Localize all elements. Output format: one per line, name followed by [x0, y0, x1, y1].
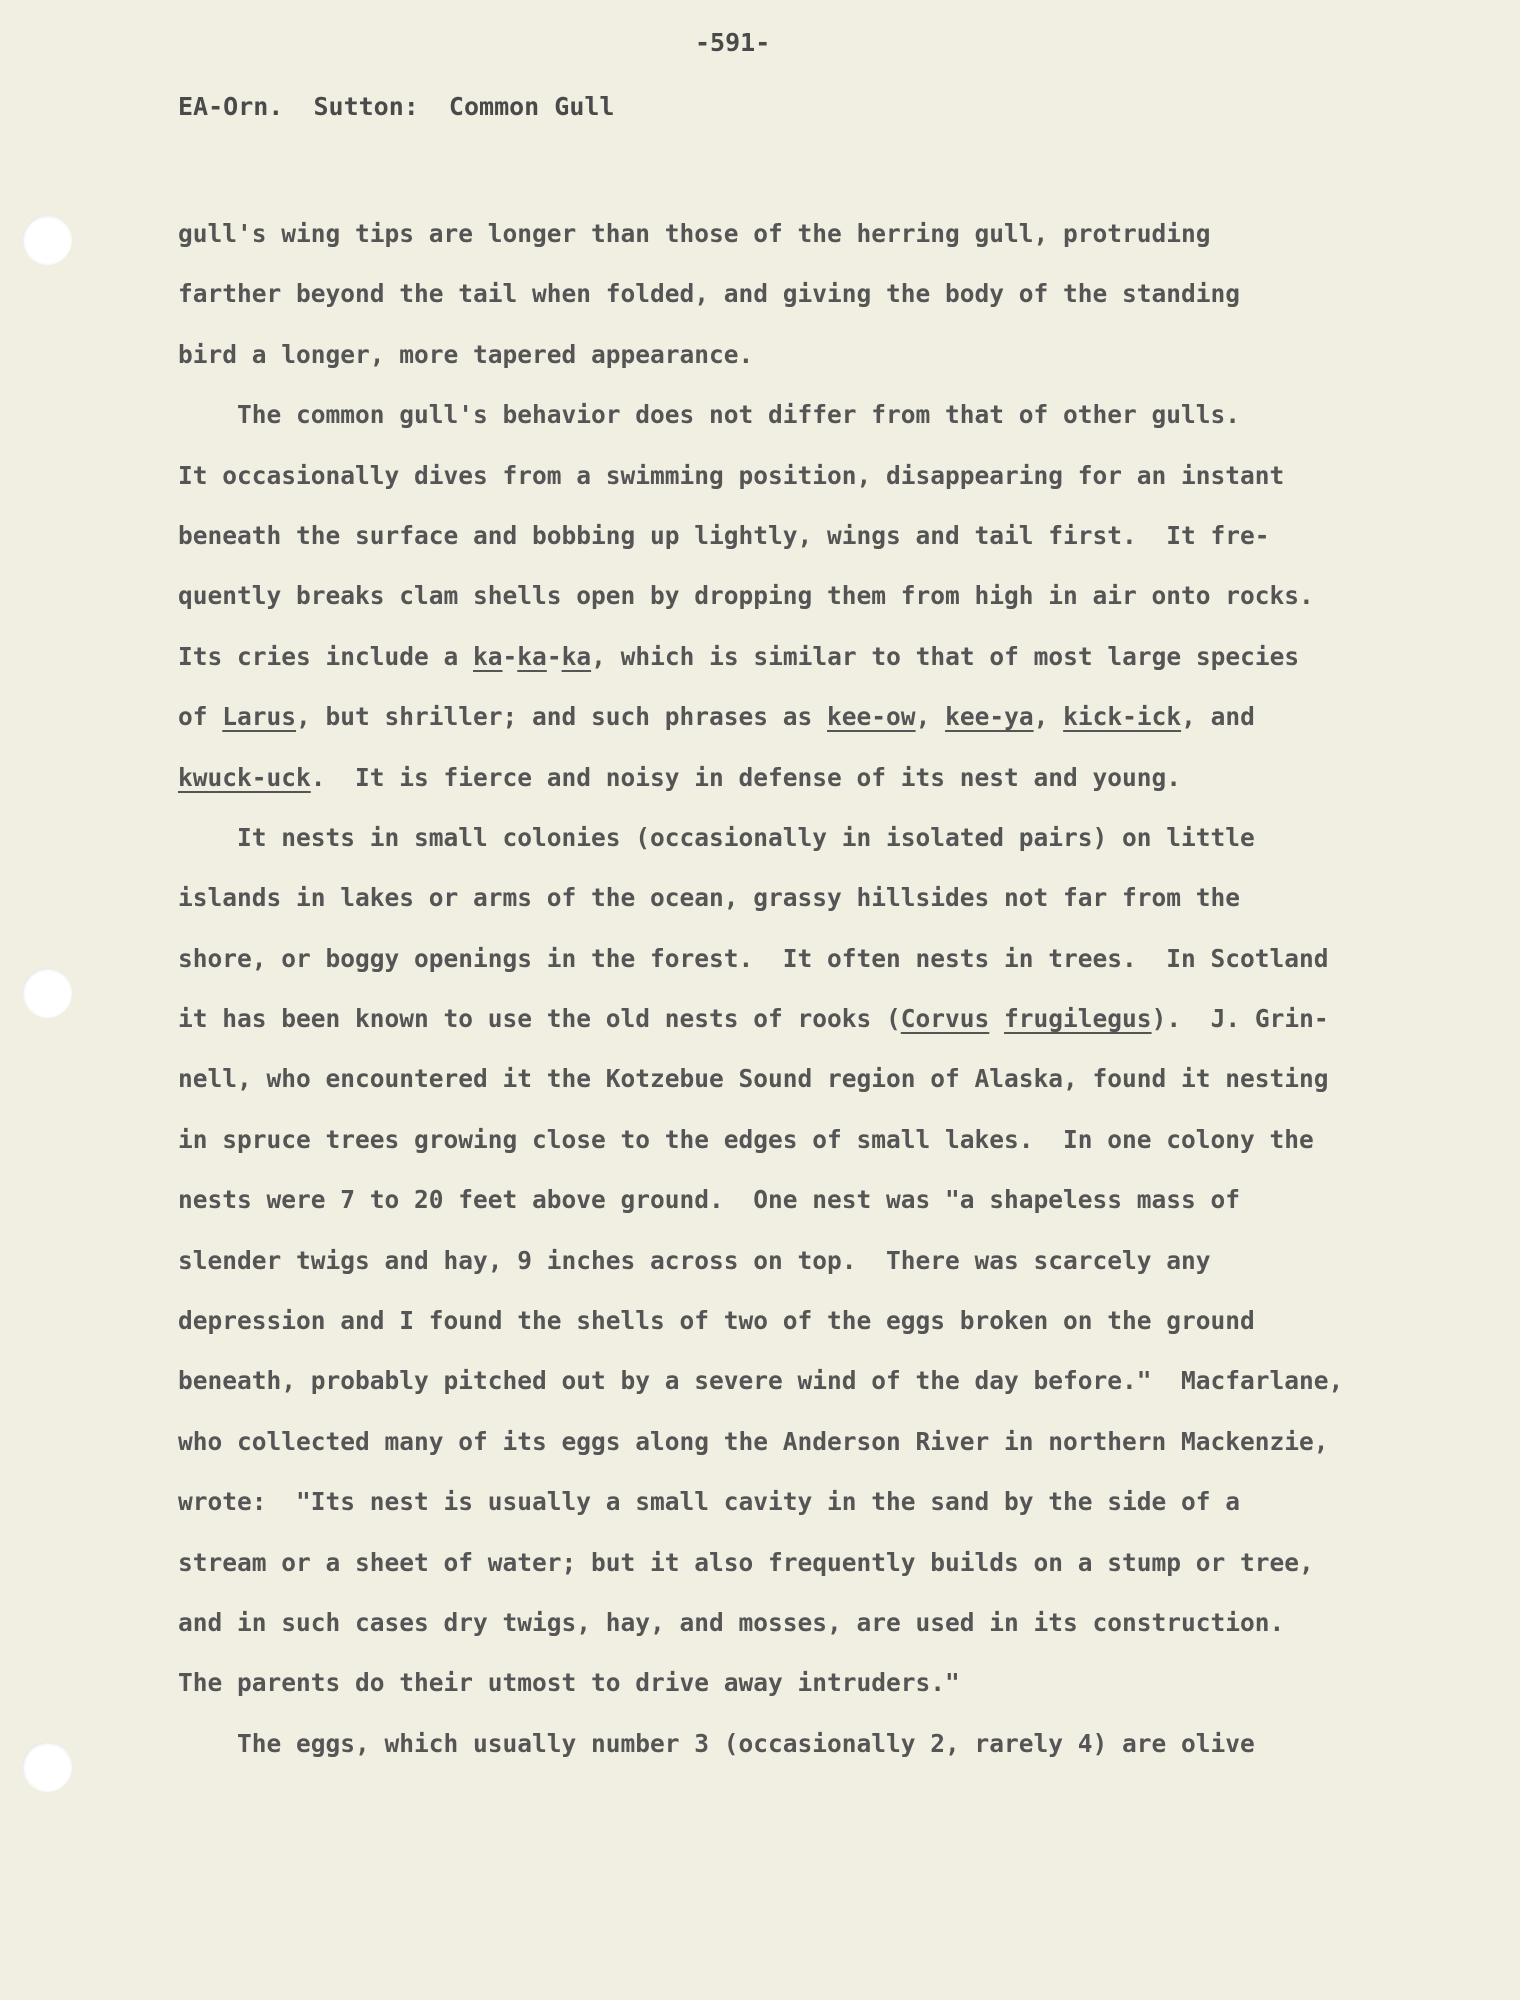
text-run: Its cries include a	[178, 641, 474, 671]
text-run: of	[178, 702, 223, 732]
underlined-term: Corvus	[900, 1004, 990, 1034]
underlined-term: ka	[517, 641, 547, 671]
text-line: slender twigs and hay, 9 inches across on top. There was scarcely any	[178, 1245, 1211, 1275]
text-line: bird a longer, more tapered appearance.	[178, 339, 754, 369]
text-run: ,	[915, 702, 946, 732]
text-line: beneath the surface and bobbing up lightly, wings and tail first. It fre-	[178, 520, 1270, 550]
text-line	[178, 627, 1418, 687]
body-text	[178, 204, 1418, 1774]
underlined-term: kee-ow	[827, 702, 916, 732]
text-run: , and	[1181, 702, 1255, 732]
text-line	[178, 687, 1418, 747]
text-line: The parents do their utmost to drive away intruders."	[178, 1668, 960, 1698]
text-run	[989, 1004, 1004, 1033]
underlined-term: Larus	[222, 702, 297, 732]
punch-hole	[22, 215, 72, 265]
text-line: quently breaks clam shells open by dropping them from high in air onto rocks.	[178, 581, 1314, 611]
text-line: and in such cases dry twigs, hay, and mosses, are used in its construction.	[178, 1607, 1285, 1637]
underlined-term: ka	[473, 641, 503, 671]
text-run: , which is similar to that of most large species	[591, 641, 1300, 671]
text-line: shore, or boggy openings in the forest. It often nests in trees. In Scotland	[178, 943, 1329, 973]
text-line: gull's wing tips are longer than those of the herring gull, protruding	[178, 219, 1211, 248]
underlined-term: kee-ya	[945, 702, 1034, 732]
text-line: wrote: "Its nest is usually a small cavity in the sand by the side of a	[178, 1487, 1241, 1517]
underlined-term: frugilegus	[1004, 1004, 1152, 1034]
text-line: who collected many of its eggs along the Anderson River in northern Mackenzie,	[178, 1426, 1329, 1456]
text-line: It occasionally dives from a swimming position, disappearing for an instant	[178, 460, 1285, 490]
text-run: -	[502, 641, 518, 671]
text-run: -	[546, 641, 562, 671]
punch-hole	[22, 968, 72, 1018]
text-run: . It is fierce and noisy in defense of its nest and young.	[310, 762, 1182, 792]
text-line: nell, who encountered it the Kotzebue Sound region of Alaska, found it nesting	[178, 1064, 1329, 1094]
underlined-term: ka	[561, 641, 592, 671]
page-number: -591-	[695, 28, 771, 57]
underlined-term: kick-ick	[1063, 702, 1182, 732]
text-line: stream or a sheet of water; but it also frequently builds on a stump or tree,	[178, 1547, 1314, 1577]
text-line: nests were 7 to 20 feet above ground. One nest was "a shapeless mass of	[178, 1185, 1241, 1215]
text-run: ,	[1033, 702, 1064, 732]
text-run: ). J. Grin-	[1151, 1004, 1329, 1034]
text-line: islands in lakes or arms of the ocean, grassy hillsides not far from the	[178, 883, 1241, 913]
text-line	[178, 748, 1418, 808]
text-line: farther beyond the tail when folded, and giving the body of the standing	[178, 279, 1241, 309]
text-line	[178, 989, 1418, 1049]
punch-hole	[22, 1742, 72, 1792]
underlined-term: kwuck-uck	[178, 762, 311, 792]
text-line: in spruce trees growing close to the edges of small lakes. In one colony the	[178, 1124, 1314, 1154]
text-run: , but shriller; and such phrases as	[296, 702, 828, 732]
text-line: depression and I found the shells of two of the eggs broken on the ground	[178, 1306, 1255, 1336]
running-head: EA-Orn. Sutton: Common Gull	[178, 92, 615, 121]
text-line: The eggs, which usually number 3 (occasionally 2, rarely 4) are olive	[178, 1728, 1255, 1758]
text-run: it has been known to use the old nests of rooks (	[178, 1004, 901, 1034]
text-line: It nests in small colonies (occasionally in isolated pairs) on little	[178, 822, 1255, 852]
text-line: The common gull's behavior does not differ from that of other gulls.	[178, 400, 1241, 430]
text-line: beneath, probably pitched out by a severe wind of the day before." Macfarlane,	[178, 1366, 1344, 1396]
